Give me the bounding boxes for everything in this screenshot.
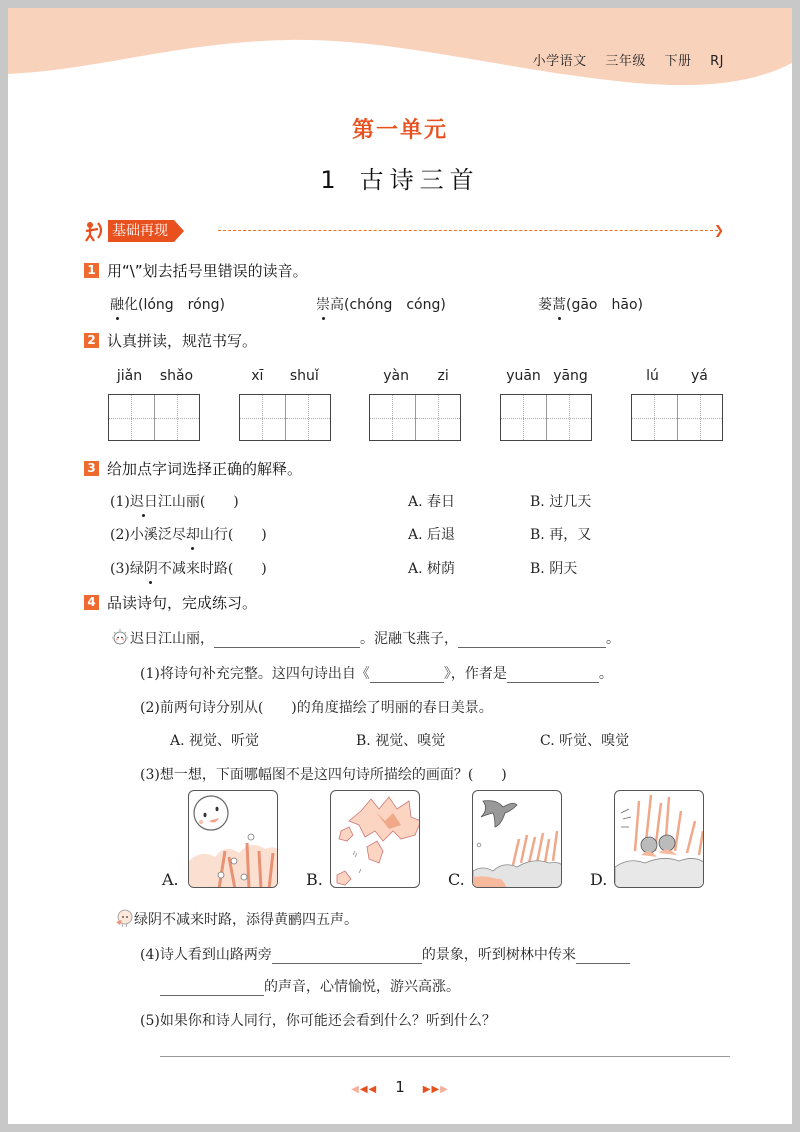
poem-line-1 [110,628,620,648]
q1-item-3 [538,294,643,314]
question-number-badge: 4 [84,595,99,610]
fill-blank[interactable] [507,667,599,683]
option-b[interactable]: B. 再，又 [530,527,592,543]
option-a[interactable]: A. 树荫 [408,561,456,577]
book-subject: 小学语文 [532,54,587,69]
pinyin-syllable: jiǎn [116,368,143,384]
item-prefix: (1) [110,494,130,510]
option-b[interactable]: B. 视觉、嗅觉 [356,733,446,749]
word-rest: 高 [330,297,344,313]
q1-item-1 [110,294,225,314]
dotted-char: 蒿 [552,294,566,314]
pinyin-syllable: yá [691,368,708,384]
question-3-heading [84,458,302,479]
pinyin-syllable: shǎo [159,368,194,384]
sub-question-5: (5)如果你和诗人同行，你可能还会看到什么？听到什么？ [140,1013,496,1029]
pinyin-options[interactable]: (chóng cóng) [344,297,446,313]
question-number-badge: 2 [84,333,99,348]
writing-grid[interactable] [369,394,461,441]
sub-question-3: (3)想一想，下面哪幅图不是这四句诗所描绘的画面？( ) [140,767,507,783]
lesson-number: 1 [320,166,342,194]
poem-line-2 [114,908,358,929]
writing-grid[interactable] [239,394,331,441]
question-number-badge: 1 [84,263,99,278]
fill-blank[interactable] [214,632,360,648]
q3-item-2 [110,524,267,544]
pinyin-label [238,368,332,386]
sub-question-2: (2)前两句诗分别从( )的角度描绘了明丽的春日美景。 [140,700,493,716]
book-grade: 三年级 [605,54,646,69]
pinyin-syllable: xī [251,368,264,384]
fill-blank[interactable] [370,667,444,683]
poem-text: 迟日江山丽， [130,631,214,647]
word-rest: 化 [124,297,138,313]
option-b[interactable]: B. 阴天 [530,561,578,577]
picture-label[interactable]: A. [162,870,179,889]
lesson-title [8,160,792,195]
sub-question-text: (4)诗人看到山路两旁 [140,947,272,963]
pinyin-syllable: shuǐ [289,368,319,384]
option-c[interactable]: C. 听觉、嗅觉 [540,733,630,749]
pinyin-syllable: yàn [383,368,409,384]
pinyin-syllable: zi [437,368,449,384]
answer-blank[interactable]: ( ) [227,561,267,577]
book-volume: 下册 [664,54,692,69]
writing-grid[interactable] [631,394,723,441]
answer-blank[interactable]: ( ) [227,527,267,543]
worksheet-page [8,8,792,1124]
question-prompt: 用“\”划去括号里错误的读音。 [107,262,308,280]
sub-question-text: 》，作者是 [443,666,507,682]
picture-b-leaves[interactable] [330,790,420,888]
archer-icon [84,220,108,242]
pinyin-options[interactable]: (gāo hāo) [566,297,643,313]
pinyin-label [108,368,202,386]
bird-mascot-icon [114,908,134,928]
pinyin-syllable: lú [646,368,659,384]
question-1-heading [84,260,308,281]
picture-label[interactable]: C. [448,870,465,889]
pinyin-label [630,368,724,386]
question-prompt: 品读诗句，完成练习。 [107,594,258,612]
pinyin-label [369,368,463,386]
dotted-word: 却 [186,524,200,544]
option-a[interactable]: A. 视觉、听觉 [170,733,260,749]
section-banner [84,220,174,242]
section-label: 基础再现 [108,220,174,242]
sub-question-text: 。 [598,666,613,682]
fill-blank[interactable] [272,948,422,964]
fill-blank[interactable] [160,980,264,996]
item-prefix: (2)小溪泛尽 [110,527,186,543]
answer-blank[interactable]: ( ) [199,494,239,510]
book-info [519,50,724,69]
q3-item-3 [110,558,267,578]
question-2-heading [84,330,257,351]
poem-text: 。泥融飞燕子， [360,631,458,647]
pinyin-label [500,368,594,386]
sub-question-text: (1)将诗句补充完整。这四句诗出自《 [140,666,370,682]
picture-a-sun-flowers[interactable] [188,790,278,888]
word-pre: 蒌 [538,297,552,313]
poem-text: 绿阴不减来时路，添得黄鹂四五声。 [134,912,358,928]
sub-question-4 [140,944,630,964]
question-4-heading [84,592,257,613]
pinyin-syllable: yāng [553,368,588,384]
sub-question-text: 的声音，心情愉悦，游兴高涨。 [264,979,460,995]
fill-blank[interactable] [458,632,606,648]
picture-label[interactable]: B. [306,870,323,889]
answer-line[interactable] [160,1056,730,1057]
arrows-right-icon: ▶▶▶ [422,1084,449,1095]
dotted-char: 崇 [316,294,330,314]
item-rest: 江山丽 [157,494,200,510]
picture-d-ducks[interactable] [614,790,704,888]
q1-item-2 [316,294,446,314]
question-prompt: 认真拼读，规范书写。 [107,332,258,350]
lesson-name: 古诗三首 [359,166,480,194]
dotted-char: 融 [110,294,124,314]
pinyin-options[interactable]: (lóng róng) [138,297,225,313]
item-rest: 山行 [199,527,228,543]
option-a[interactable]: A. 后退 [408,527,456,543]
item-prefix: (3)绿 [110,561,144,577]
unit-title: 第一单元 [351,118,448,143]
q3-item-1 [110,491,239,511]
writing-grid[interactable] [108,394,200,441]
page-number: 1 [395,1078,405,1096]
sun-face-icon [110,628,130,646]
book-edition: RJ [710,54,724,69]
sub-question-4-cont [160,976,460,996]
picture-label[interactable]: D. [590,870,608,889]
section-divider [218,230,718,231]
pinyin-syllable: yuān [506,368,541,384]
dotted-word: 迟日 [130,491,158,511]
poem-text: 。 [606,631,620,647]
writing-grid[interactable] [500,394,592,441]
fill-blank[interactable] [576,948,630,964]
option-b[interactable]: B. 过几天 [530,494,592,510]
sub-question-1 [140,663,613,683]
item-rest: 不减来时路 [157,561,228,577]
arrow-right-icon: ❯ [714,223,725,237]
page-footer [8,1078,792,1096]
dotted-word: 阴 [144,558,158,578]
arrows-left-icon: ◀◀◀ [351,1084,378,1095]
option-a[interactable]: A. 春日 [408,494,456,510]
picture-c-swallow[interactable] [472,790,562,888]
question-prompt: 给加点字词选择正确的解释。 [107,460,303,478]
question-number-badge: 3 [84,461,99,476]
sub-question-text: 的景象，听到树林中传来 [421,947,576,963]
